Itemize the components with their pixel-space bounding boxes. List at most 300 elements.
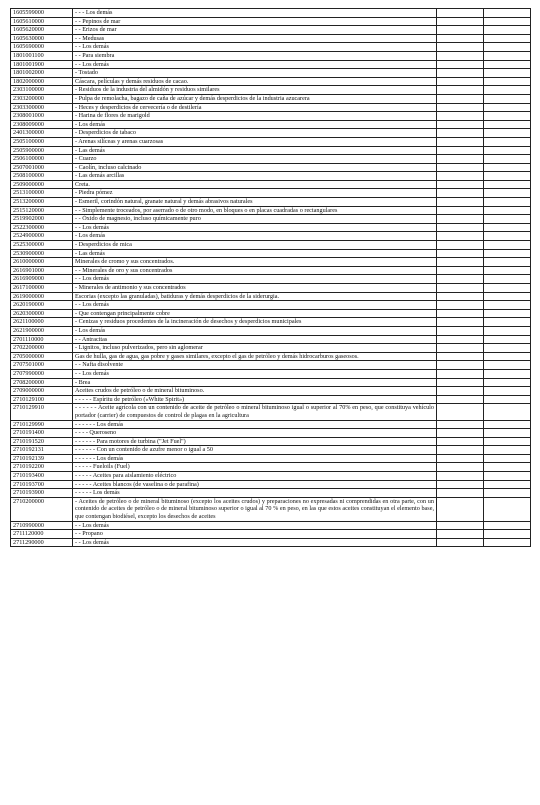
empty-cell xyxy=(437,480,484,489)
empty-cell xyxy=(484,480,531,489)
description-cell: Creta. xyxy=(73,180,437,189)
empty-cell xyxy=(437,206,484,215)
empty-cell xyxy=(437,155,484,164)
table-row xyxy=(11,137,531,146)
empty-cell xyxy=(437,9,484,18)
empty-cell xyxy=(437,215,484,224)
description-cell: - Esmeril, corindón natural, granate natural y demás abrasivos naturales xyxy=(73,198,437,207)
empty-cell xyxy=(484,369,531,378)
empty-cell xyxy=(437,69,484,78)
empty-cell xyxy=(484,26,531,35)
table-row xyxy=(11,387,531,396)
description-cell: - Lignitos, incluso pulverizados, pero sin aglomerar xyxy=(73,344,437,353)
empty-cell xyxy=(484,34,531,43)
empty-cell xyxy=(484,530,531,539)
table-row xyxy=(11,9,531,18)
tariff-code-cell: 2708200000 xyxy=(11,378,73,387)
tariff-code-cell: 2707501000 xyxy=(11,361,73,370)
empty-cell xyxy=(437,258,484,267)
empty-cell xyxy=(484,292,531,301)
description-cell: Aceites crudos de petróleo o de mineral bituminoso. xyxy=(73,387,437,396)
empty-cell xyxy=(437,335,484,344)
empty-cell xyxy=(437,344,484,353)
empty-cell xyxy=(437,189,484,198)
table-row xyxy=(11,463,531,472)
table-row xyxy=(11,266,531,275)
description-cell: - - Los demás xyxy=(73,275,437,284)
description-cell: - - Los demás xyxy=(73,369,437,378)
empty-cell xyxy=(437,538,484,547)
empty-cell xyxy=(437,17,484,26)
tariff-code-cell: 2525300000 xyxy=(11,241,73,250)
table-row xyxy=(11,489,531,498)
empty-cell xyxy=(484,189,531,198)
description-cell: Cáscara, películas y demás residuos de cacao. xyxy=(73,77,437,86)
empty-cell xyxy=(484,137,531,146)
tariff-code-cell: 1605620000 xyxy=(11,26,73,35)
table-row xyxy=(11,155,531,164)
table-row xyxy=(11,120,531,129)
empty-cell xyxy=(484,163,531,172)
empty-cell xyxy=(437,34,484,43)
empty-cell xyxy=(484,60,531,69)
tariff-code-cell: 2519902000 xyxy=(11,215,73,224)
empty-cell xyxy=(484,77,531,86)
document-page xyxy=(10,8,530,547)
empty-cell xyxy=(437,395,484,404)
table-row xyxy=(11,361,531,370)
table-row xyxy=(11,480,531,489)
tariff-code-cell: 1605610000 xyxy=(11,17,73,26)
tariff-table xyxy=(10,8,531,547)
description-cell: - Las demás arcillas xyxy=(73,172,437,181)
table-row xyxy=(11,258,531,267)
empty-cell xyxy=(437,275,484,284)
tariff-code-cell: 2707990000 xyxy=(11,369,73,378)
table-row xyxy=(11,223,531,232)
empty-cell xyxy=(437,129,484,138)
tariff-code-cell: 2508100000 xyxy=(11,172,73,181)
table-row xyxy=(11,344,531,353)
empty-cell xyxy=(437,146,484,155)
empty-cell xyxy=(484,301,531,310)
table-row xyxy=(11,395,531,404)
empty-cell xyxy=(484,437,531,446)
empty-cell xyxy=(437,309,484,318)
description-cell: - - Los demás xyxy=(73,60,437,69)
tariff-code-cell: 2308009000 xyxy=(11,120,73,129)
description-cell: - - - - - - Aceite agrícola con un contenido de aceite de petróleo o mineral bituminoso igual o superior al 70% en peso, que constituya vehículo portador (carrier) de compuestos de control de plagas en la agricultura xyxy=(73,404,437,420)
description-cell: - Piedra pómez xyxy=(73,189,437,198)
empty-cell xyxy=(484,361,531,370)
description-cell: - Cuarzo xyxy=(73,155,437,164)
description-cell: - - - - - - Los demás xyxy=(73,454,437,463)
table-row xyxy=(11,335,531,344)
empty-cell xyxy=(484,454,531,463)
empty-cell xyxy=(484,538,531,547)
table-row xyxy=(11,292,531,301)
table-row xyxy=(11,275,531,284)
table-row xyxy=(11,420,531,429)
table-row xyxy=(11,326,531,335)
table-row xyxy=(11,521,531,530)
empty-cell xyxy=(484,521,531,530)
tariff-code-cell: 2303300000 xyxy=(11,103,73,112)
tariff-code-cell: 2711120000 xyxy=(11,530,73,539)
empty-cell xyxy=(437,241,484,250)
table-row xyxy=(11,249,531,258)
description-cell: - Cenizas y residuos procedentes de la incineración de desechos y desperdicios municipales xyxy=(73,318,437,327)
description-cell: - - Nafta disolvente xyxy=(73,361,437,370)
tariff-code-cell: 2710191400 xyxy=(11,429,73,438)
table-row xyxy=(11,378,531,387)
empty-cell xyxy=(437,497,484,521)
tariff-code-cell: 2513200000 xyxy=(11,198,73,207)
table-row xyxy=(11,538,531,547)
table-row xyxy=(11,309,531,318)
tariff-code-cell: 1801002000 xyxy=(11,69,73,78)
empty-cell xyxy=(484,335,531,344)
empty-cell xyxy=(437,180,484,189)
empty-cell xyxy=(484,94,531,103)
description-cell: - - - Los demás xyxy=(73,9,437,18)
empty-cell xyxy=(437,489,484,498)
table-row xyxy=(11,86,531,95)
empty-cell xyxy=(437,103,484,112)
table-row xyxy=(11,77,531,86)
tariff-code-cell: 2303100000 xyxy=(11,86,73,95)
tariff-code-cell: 2710193900 xyxy=(11,489,73,498)
tariff-code-cell: 2619000000 xyxy=(11,292,73,301)
table-row xyxy=(11,180,531,189)
empty-cell xyxy=(437,387,484,396)
table-row xyxy=(11,497,531,521)
empty-cell xyxy=(484,326,531,335)
empty-cell xyxy=(437,369,484,378)
tariff-table-body xyxy=(11,9,531,547)
empty-cell xyxy=(484,489,531,498)
description-cell: - Los demás xyxy=(73,120,437,129)
table-row xyxy=(11,369,531,378)
empty-cell xyxy=(437,223,484,232)
tariff-code-cell: 1801001100 xyxy=(11,51,73,60)
description-cell: - - Los demás xyxy=(73,43,437,52)
description-cell: - Los demás xyxy=(73,232,437,241)
description-cell: - - Los demás xyxy=(73,521,437,530)
description-cell: - - - - - - Los demás xyxy=(73,420,437,429)
empty-cell xyxy=(484,17,531,26)
description-cell: - Caolín, incluso calcinado xyxy=(73,163,437,172)
table-row xyxy=(11,352,531,361)
empty-cell xyxy=(437,378,484,387)
empty-cell xyxy=(437,429,484,438)
empty-cell xyxy=(437,249,484,258)
description-cell: - - Antracitas xyxy=(73,335,437,344)
empty-cell xyxy=(484,172,531,181)
empty-cell xyxy=(437,112,484,121)
tariff-code-cell: 2710200000 xyxy=(11,497,73,521)
empty-cell xyxy=(437,326,484,335)
empty-cell xyxy=(484,198,531,207)
table-row xyxy=(11,215,531,224)
empty-cell xyxy=(484,378,531,387)
table-row xyxy=(11,284,531,293)
empty-cell xyxy=(437,361,484,370)
empty-cell xyxy=(484,497,531,521)
tariff-code-cell: 2401300000 xyxy=(11,129,73,138)
empty-cell xyxy=(484,258,531,267)
tariff-code-cell: 1605630000 xyxy=(11,34,73,43)
table-row xyxy=(11,241,531,250)
tariff-code-cell: 2515120000 xyxy=(11,206,73,215)
description-cell: - Los demás xyxy=(73,326,437,335)
empty-cell xyxy=(437,292,484,301)
empty-cell xyxy=(484,241,531,250)
table-row xyxy=(11,163,531,172)
table-row xyxy=(11,318,531,327)
description-cell: - - Erizos de mar xyxy=(73,26,437,35)
empty-cell xyxy=(484,146,531,155)
empty-cell xyxy=(437,530,484,539)
empty-cell xyxy=(437,77,484,86)
tariff-code-cell: 2709000000 xyxy=(11,387,73,396)
description-cell: Escorias (excepto las granuladas), batiduras y demás desperdicios de la siderurgia. xyxy=(73,292,437,301)
empty-cell xyxy=(484,249,531,258)
table-row xyxy=(11,146,531,155)
description-cell: - - - - - Espíritu de petróleo («White Spirit») xyxy=(73,395,437,404)
table-row xyxy=(11,429,531,438)
tariff-code-cell: 1605690000 xyxy=(11,43,73,52)
description-cell: - Desperdicios de mica xyxy=(73,241,437,250)
tariff-code-cell: 2710129100 xyxy=(11,395,73,404)
empty-cell xyxy=(484,387,531,396)
description-cell: - Aceites de petróleo o de mineral bituminoso (excepto los aceites crudos) y preparaciones no expresadas ni comprendidas en otra parte, con un contenido de aceites de petróleo o de mineral bituminoso superior o igual al 70 % en peso, en las que estos aceites constituyan el elemento base, que contengan biodiésel, excepto los desechos de aceites xyxy=(73,497,437,521)
description-cell: - - Minerales de oro y sus concentrados xyxy=(73,266,437,275)
tariff-code-cell: 2505100000 xyxy=(11,137,73,146)
empty-cell xyxy=(484,284,531,293)
tariff-code-cell: 2620300000 xyxy=(11,309,73,318)
empty-cell xyxy=(437,463,484,472)
empty-cell xyxy=(437,284,484,293)
description-cell: - - - - - - Para motores de turbina ("Jet Fuel") xyxy=(73,437,437,446)
empty-cell xyxy=(484,309,531,318)
empty-cell xyxy=(484,266,531,275)
empty-cell xyxy=(437,120,484,129)
tariff-code-cell: 2522300000 xyxy=(11,223,73,232)
description-cell: - - Pepinos de mar xyxy=(73,17,437,26)
description-cell: - - - - - - Con un contenido de azufre menor o igual a 50 xyxy=(73,446,437,455)
tariff-code-cell: 2530900000 xyxy=(11,249,73,258)
empty-cell xyxy=(437,301,484,310)
tariff-code-cell: 2710129910 xyxy=(11,404,73,420)
table-row xyxy=(11,103,531,112)
empty-cell xyxy=(437,318,484,327)
empty-cell xyxy=(484,404,531,420)
tariff-code-cell: 2705000000 xyxy=(11,352,73,361)
empty-cell xyxy=(437,454,484,463)
table-row xyxy=(11,112,531,121)
empty-cell xyxy=(437,94,484,103)
empty-cell xyxy=(484,232,531,241)
tariff-code-cell: 2513100000 xyxy=(11,189,73,198)
table-row xyxy=(11,232,531,241)
tariff-code-cell: 2710990000 xyxy=(11,521,73,530)
table-row xyxy=(11,129,531,138)
empty-cell xyxy=(437,352,484,361)
empty-cell xyxy=(484,318,531,327)
empty-cell xyxy=(484,463,531,472)
empty-cell xyxy=(437,521,484,530)
description-cell: - - Los demás xyxy=(73,223,437,232)
tariff-code-cell: 2524900000 xyxy=(11,232,73,241)
tariff-code-cell: 1801001900 xyxy=(11,60,73,69)
empty-cell xyxy=(437,437,484,446)
empty-cell xyxy=(484,180,531,189)
empty-cell xyxy=(484,223,531,232)
empty-cell xyxy=(437,86,484,95)
tariff-code-cell: 1605599000 xyxy=(11,9,73,18)
tariff-code-cell: 2621900000 xyxy=(11,326,73,335)
description-cell: - - - - - Los demás xyxy=(73,489,437,498)
empty-cell xyxy=(484,103,531,112)
table-row xyxy=(11,206,531,215)
description-cell: Gas de hulla, gas de agua, gas pobre y gases similares, excepto el gas de petróleo y demás hidrocarburos gaseosos. xyxy=(73,352,437,361)
empty-cell xyxy=(484,275,531,284)
empty-cell xyxy=(484,86,531,95)
table-row xyxy=(11,60,531,69)
empty-cell xyxy=(484,215,531,224)
empty-cell xyxy=(437,163,484,172)
table-row xyxy=(11,446,531,455)
empty-cell xyxy=(437,420,484,429)
description-cell: Minerales de cromo y sus concentrados. xyxy=(73,258,437,267)
table-row xyxy=(11,530,531,539)
table-row xyxy=(11,51,531,60)
description-cell: - - Simplemente troceados, por aserrado o de otro modo, en bloques o en placas cuadradas o rectangulares xyxy=(73,206,437,215)
description-cell: - - - - Queroseno xyxy=(73,429,437,438)
description-cell: - - Medusas xyxy=(73,34,437,43)
empty-cell xyxy=(484,429,531,438)
empty-cell xyxy=(484,69,531,78)
tariff-code-cell: 2507001000 xyxy=(11,163,73,172)
table-row xyxy=(11,17,531,26)
empty-cell xyxy=(437,43,484,52)
description-cell: - Arenas silíceas y arenas cuarzosas xyxy=(73,137,437,146)
description-cell: - Las demás xyxy=(73,249,437,258)
tariff-code-cell: 2509000000 xyxy=(11,180,73,189)
description-cell: - Tostado xyxy=(73,69,437,78)
tariff-code-cell: 2505900000 xyxy=(11,146,73,155)
description-cell: - - Propano xyxy=(73,530,437,539)
description-cell: - - Los demás xyxy=(73,301,437,310)
table-row xyxy=(11,94,531,103)
description-cell: - Minerales de antimonio y sus concentrados xyxy=(73,284,437,293)
tariff-code-cell: 2610000000 xyxy=(11,258,73,267)
description-cell: - Harina de flores de marigold xyxy=(73,112,437,121)
description-cell: - Heces y desperdicios de cervecería o de destilería xyxy=(73,103,437,112)
empty-cell xyxy=(437,51,484,60)
empty-cell xyxy=(484,446,531,455)
empty-cell xyxy=(437,60,484,69)
tariff-code-cell: 2506100000 xyxy=(11,155,73,164)
table-row xyxy=(11,189,531,198)
empty-cell xyxy=(484,120,531,129)
empty-cell xyxy=(484,129,531,138)
empty-cell xyxy=(484,43,531,52)
table-row xyxy=(11,43,531,52)
description-cell: - - - - - Aceites blancos (de vaselina o de parafina) xyxy=(73,480,437,489)
tariff-code-cell: 2616909000 xyxy=(11,275,73,284)
table-row xyxy=(11,454,531,463)
tariff-code-cell: 2710192200 xyxy=(11,463,73,472)
table-row xyxy=(11,69,531,78)
empty-cell xyxy=(484,9,531,18)
table-row xyxy=(11,198,531,207)
empty-cell xyxy=(484,155,531,164)
tariff-code-cell: 2616901000 xyxy=(11,266,73,275)
table-row xyxy=(11,472,531,481)
empty-cell xyxy=(484,344,531,353)
tariff-code-cell: 2710193700 xyxy=(11,480,73,489)
empty-cell xyxy=(437,137,484,146)
description-cell: - Pulpa de remolacha, bagazo de caña de azúcar y demás desperdicios de la industria azucarera xyxy=(73,94,437,103)
empty-cell xyxy=(437,232,484,241)
empty-cell xyxy=(484,420,531,429)
description-cell: - Que contengan principalmente cobre xyxy=(73,309,437,318)
empty-cell xyxy=(437,404,484,420)
tariff-code-cell: 2710192139 xyxy=(11,454,73,463)
description-cell: - Residuos de la industria del almidón y residuos similares xyxy=(73,86,437,95)
empty-cell xyxy=(484,112,531,121)
tariff-code-cell: 2621100000 xyxy=(11,318,73,327)
empty-cell xyxy=(484,395,531,404)
description-cell: - - Óxido de magnesio, incluso químicamente puro xyxy=(73,215,437,224)
description-cell: - Brea xyxy=(73,378,437,387)
empty-cell xyxy=(437,198,484,207)
tariff-code-cell: 2710129990 xyxy=(11,420,73,429)
description-cell: - Desperdicios de tabaco xyxy=(73,129,437,138)
description-cell: - - - - - Aceites para aislamiento eléctrico xyxy=(73,472,437,481)
empty-cell xyxy=(437,446,484,455)
tariff-code-cell: 2620190000 xyxy=(11,301,73,310)
tariff-code-cell: 2617100000 xyxy=(11,284,73,293)
tariff-code-cell: 1802000000 xyxy=(11,77,73,86)
table-row xyxy=(11,26,531,35)
empty-cell xyxy=(437,472,484,481)
tariff-code-cell: 2711290000 xyxy=(11,538,73,547)
table-row xyxy=(11,301,531,310)
empty-cell xyxy=(437,172,484,181)
table-row xyxy=(11,404,531,420)
table-row xyxy=(11,437,531,446)
description-cell: - - - - - Fueloils (Fuel) xyxy=(73,463,437,472)
tariff-code-cell: 2710192131 xyxy=(11,446,73,455)
empty-cell xyxy=(484,472,531,481)
tariff-code-cell: 2303200000 xyxy=(11,94,73,103)
description-cell: - Las demás xyxy=(73,146,437,155)
tariff-code-cell: 2710193400 xyxy=(11,472,73,481)
empty-cell xyxy=(437,26,484,35)
table-row xyxy=(11,34,531,43)
empty-cell xyxy=(437,266,484,275)
description-cell: - - Para siembra xyxy=(73,51,437,60)
tariff-code-cell: 2702200000 xyxy=(11,344,73,353)
empty-cell xyxy=(484,352,531,361)
table-row xyxy=(11,172,531,181)
tariff-code-cell: 2710191520 xyxy=(11,437,73,446)
empty-cell xyxy=(484,51,531,60)
empty-cell xyxy=(484,206,531,215)
